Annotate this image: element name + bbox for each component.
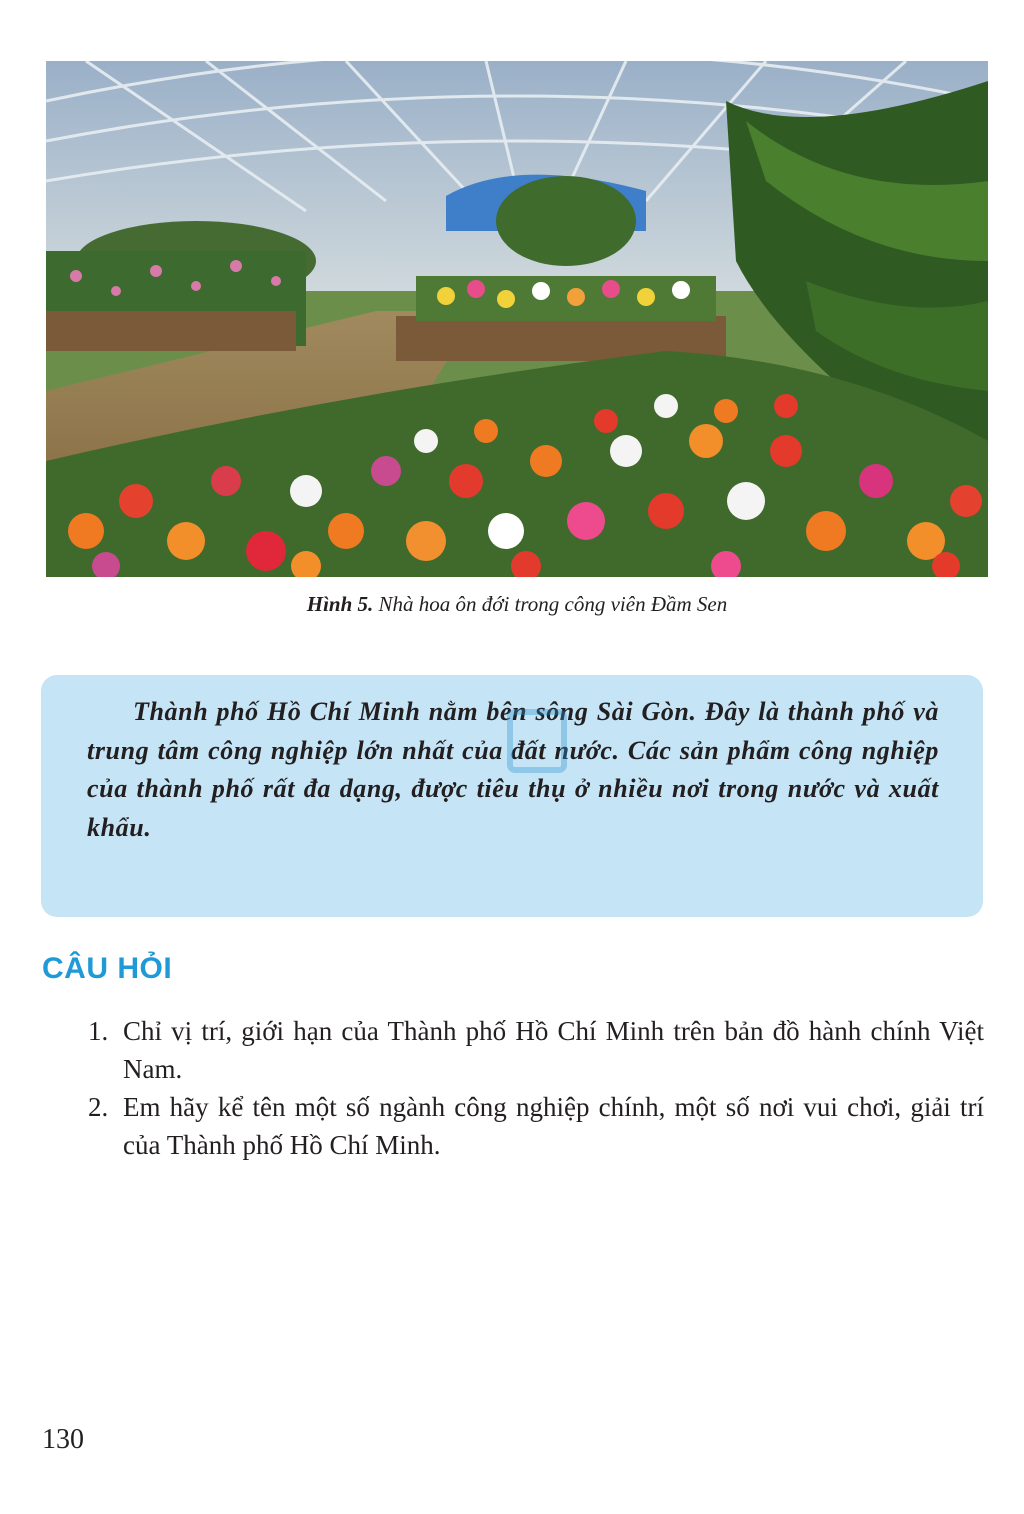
question-item-2 [88, 1088, 984, 1164]
question-list [88, 1012, 984, 1164]
page-number: 130 [42, 1424, 84, 1455]
question-item-1 [88, 1012, 984, 1088]
question-text: Chỉ vị trí, giới hạn của Thành phố Hồ Chí Minh trên bản đồ hành chính Việt Nam. [123, 1016, 984, 1084]
greenhouse-flower-photo [46, 61, 988, 577]
figure-caption-text: Nhà hoa ôn đới trong công viên Đầm Sen [378, 592, 728, 616]
figure-caption-label: Hình 5. [306, 592, 374, 616]
question-number: 1. [88, 1016, 109, 1046]
figure-caption [46, 592, 988, 617]
questions-heading: CÂU HỎI [42, 952, 173, 985]
summary-text: Thành phố Hồ Chí Minh nằm bên sông Sài Gòn. Đây là thành phố và trung tâm công nghiệp lớn nhất của đất nước. Các sản phẩm công nghiệp của thành phố rất đa dạng, được tiêu thụ ở nhiều nơi trong nước và xuất khẩu. [87, 697, 939, 842]
greenhouse-illustration [46, 61, 988, 577]
question-number: 2. [88, 1092, 109, 1122]
summary-box [41, 675, 983, 917]
question-text: Em hãy kể tên một số ngành công nghiệp chính, một số nơi vui chơi, giải trí của Thành phố Hồ Chí Minh. [123, 1092, 984, 1160]
